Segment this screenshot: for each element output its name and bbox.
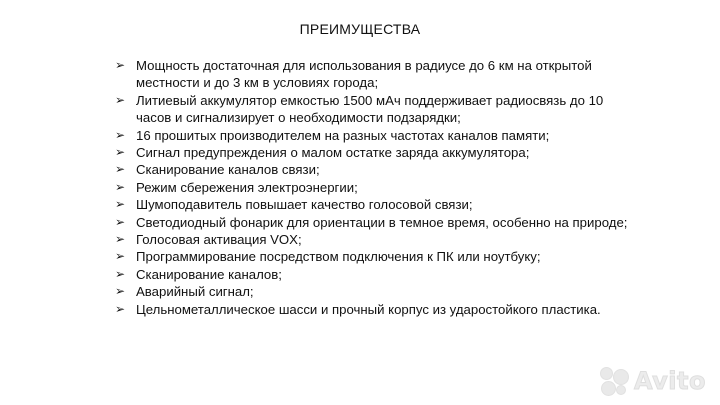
list-item-text: 16 прошитых производителем на разных частотах каналов памяти; bbox=[136, 127, 550, 143]
list-item bbox=[114, 214, 634, 231]
arrow-bullet-icon: ➢ bbox=[115, 162, 126, 177]
list-item-text: Литиевый аккумулятор емкостью 1500 мАч поддерживает радиосвязь до 10 часов и сигнализирует о необходимости подзарядки; bbox=[136, 92, 604, 126]
list-item bbox=[114, 196, 634, 213]
list-item-text: Голосовая активация VOX; bbox=[136, 232, 302, 248]
list-item-text: Мощность достаточная для использования в радиусе до 6 км на открытой местности и до 3 км в условиях города; bbox=[136, 58, 592, 91]
list-item bbox=[114, 144, 634, 161]
list-item bbox=[114, 127, 634, 144]
arrow-bullet-icon: ➢ bbox=[115, 232, 126, 247]
list-item-text: Шумоподавитель повышает качество голосовой связи; bbox=[136, 197, 473, 213]
list-item-text: Режим сбережения электроэнергии; bbox=[136, 179, 358, 195]
avito-logo-icon bbox=[600, 367, 628, 395]
avito-watermark bbox=[600, 367, 706, 395]
list-item bbox=[114, 179, 634, 196]
arrow-bullet-icon: ➢ bbox=[115, 58, 126, 72]
arrow-bullet-icon: ➢ bbox=[115, 92, 126, 107]
list-item-text: Сканирование каналов связи; bbox=[136, 162, 320, 178]
list-item-text: Сигнал предупреждения о малом остатке заряда аккумулятора; bbox=[136, 145, 530, 161]
list-item-text: Сканирование каналов; bbox=[136, 266, 282, 282]
list-item bbox=[114, 283, 634, 300]
arrow-bullet-icon: ➢ bbox=[115, 127, 126, 142]
page-title: ПРЕИМУЩЕСТВА bbox=[299, 21, 421, 37]
arrow-bullet-icon: ➢ bbox=[115, 284, 126, 299]
list-item-text: Светодиодный фонарик для ориентации в темное время, особенно на природе; bbox=[136, 214, 628, 230]
arrow-bullet-icon: ➢ bbox=[115, 301, 126, 316]
arrow-bullet-icon: ➢ bbox=[115, 145, 126, 160]
list-item-text: Программирование посредством подключения к ПК или ноутбуку; bbox=[136, 249, 541, 265]
list-item bbox=[114, 248, 634, 265]
arrow-bullet-icon: ➢ bbox=[115, 214, 126, 229]
advantages-list bbox=[114, 57, 634, 318]
arrow-bullet-icon: ➢ bbox=[115, 266, 126, 281]
list-item bbox=[114, 301, 634, 318]
list-item bbox=[114, 266, 634, 283]
list-item bbox=[114, 231, 634, 248]
arrow-bullet-icon: ➢ bbox=[115, 179, 126, 194]
arrow-bullet-icon: ➢ bbox=[115, 197, 126, 212]
list-item bbox=[114, 57, 634, 92]
list-item bbox=[114, 161, 634, 178]
arrow-bullet-icon: ➢ bbox=[115, 249, 126, 264]
watermark-text: Avito bbox=[633, 367, 706, 395]
list-item-text: Аварийный сигнал; bbox=[136, 284, 254, 300]
list-item bbox=[114, 92, 634, 127]
list-item-text: Цельнометаллическое шасси и прочный корпус из ударостойкого пластика. bbox=[136, 301, 601, 317]
